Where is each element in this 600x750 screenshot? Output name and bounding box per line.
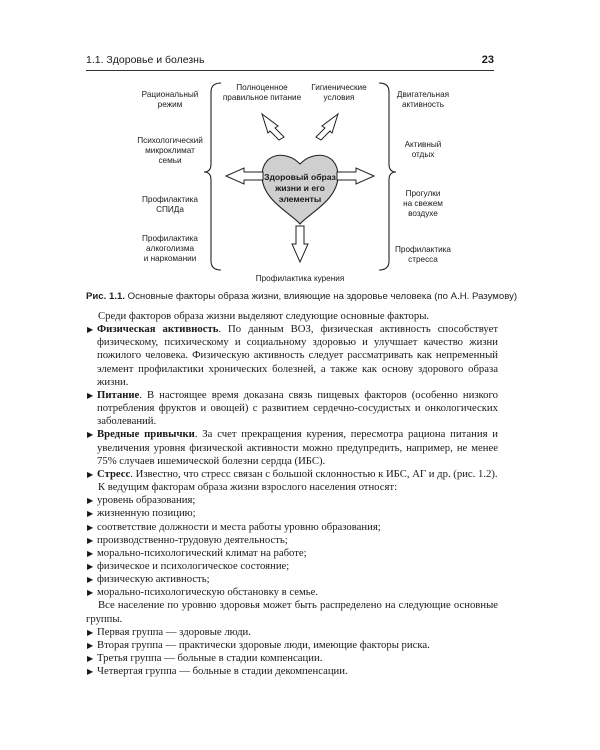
factor-term: Питание — [97, 388, 140, 401]
list-item — [86, 521, 498, 534]
left-item-aids-2: СПИДа — [156, 205, 184, 214]
list-item-text: морально-психологическую обстановку в семье. — [97, 586, 319, 599]
arrow-down — [292, 226, 308, 262]
list-item — [86, 547, 498, 560]
triangle-bullet-icon: ▶ — [87, 588, 94, 598]
list-item-text: соответствие должности и места работы уровню образования; — [97, 520, 381, 533]
left-item-regime-2: режим — [157, 100, 183, 109]
list-item-text: Вторая группа — практически здоровые люди, имеющие факторы риска. — [97, 638, 430, 651]
heart-title-line-2: жизни и его — [275, 183, 325, 193]
arrow-right — [337, 168, 374, 184]
left-item-regime-1: Рациональный — [141, 90, 199, 99]
left-item-family-2: микроклимат — [145, 146, 195, 155]
factor-term: Вредные привычки — [97, 428, 195, 441]
page-number: 23 — [481, 54, 494, 66]
caption-label: Рис. 1.1. — [86, 291, 125, 302]
list-item — [86, 560, 498, 573]
running-section-title: 1.1. Здоровье и болезнь — [86, 54, 205, 66]
list-item-text: Первая группа — здоровые люди. — [97, 625, 251, 638]
right-item-motor-2: активность — [401, 100, 445, 109]
right-item-stress-1: Профилактика — [395, 245, 451, 254]
triangle-bullet-icon: ▶ — [87, 575, 94, 585]
factor-item — [86, 389, 498, 428]
list-item-text: Четвертая группа — больные в стадии декомпенсации. — [97, 665, 348, 678]
arrow-up-left — [262, 114, 284, 140]
list-item-text: морально-психологический климат на работе; — [97, 546, 307, 559]
list-item-text: физическую активность; — [97, 573, 210, 586]
factor-item — [86, 428, 498, 467]
list-item-text: жизненную позицию; — [97, 507, 196, 520]
triangle-bullet-icon: ▶ — [87, 640, 94, 650]
triangle-bullet-icon: ▶ — [87, 667, 94, 677]
left-item-family-1: Психологический — [137, 136, 203, 145]
right-item-motor-1: Двигательная — [396, 90, 450, 99]
factor-item — [86, 323, 498, 389]
triangle-bullet-icon: ▶ — [87, 561, 94, 571]
list-item-text: Третья группа — больные в стадии компенсации. — [97, 652, 323, 665]
list-item-text: производственно-трудовую деятельность; — [97, 533, 288, 546]
factors-intro: Среди факторов образа жизни выделяют следующие основные факторы. — [98, 310, 430, 322]
triangle-bullet-icon: ▶ — [87, 535, 94, 545]
heart-title-line-3: элементы — [278, 194, 322, 204]
body-text — [86, 310, 498, 678]
list-item — [86, 573, 498, 586]
right-item-walks-2: на свежем — [403, 199, 443, 208]
lifestyle-diagram — [0, 0, 600, 300]
list-item — [86, 507, 498, 520]
triangle-bullet-icon: ▶ — [87, 469, 94, 479]
right-brace — [379, 83, 396, 270]
triangle-bullet-icon: ▶ — [87, 654, 94, 664]
triangle-bullet-icon: ▶ — [87, 496, 94, 506]
heart-title-line-1: Здоровый образ — [264, 172, 336, 182]
right-item-rest-2: отдых — [411, 150, 435, 159]
left-brace — [204, 83, 221, 270]
list-item-text: физическое и психологическое состояние; — [97, 559, 290, 572]
list-item — [86, 494, 498, 507]
leading-factors-intro: К ведущим факторам образа жизни взрослого населения относят: — [98, 481, 398, 494]
triangle-bullet-icon: ▶ — [87, 548, 94, 558]
factor-term: Физическая активность — [97, 323, 219, 336]
groups-intro: Все население по уровню здоровья может быть распределено на следующие основные группы. — [86, 599, 498, 625]
factor-text: . По данным ВОЗ, физическая активность способствует физическому, психическому и социальному здоровью и улучшает качество жизни пожилого человека. Физическую активность следует рассматривать как непременный элемент профилактики хронических болезней, а также как основу здорового образа жизни. — [97, 323, 499, 388]
list-item — [86, 586, 498, 599]
label-smoking-prevention: Профилактика курения — [255, 274, 345, 283]
list-item — [86, 534, 498, 547]
triangle-bullet-icon: ▶ — [87, 627, 94, 637]
label-hygiene-2: условия — [323, 93, 355, 102]
triangle-bullet-icon: ▶ — [87, 522, 94, 532]
factor-text: . Известно, что стресс связан с большой склонностью к ИБС, АГ и др. (рис. 1.2). — [130, 467, 498, 480]
factor-text: . В настоящее время доказана связь пищевых факторов (особенно низкого потребления фруктов и овощей) с развитием сердечно-сосудистых и онкологических заболеваний. — [97, 388, 498, 428]
right-item-rest-1: Активный — [404, 140, 442, 149]
triangle-bullet-icon: ▶ — [87, 430, 94, 440]
list-item — [86, 626, 498, 639]
arrow-left — [226, 168, 263, 184]
arrow-up-right — [316, 114, 338, 140]
right-item-stress-2: стресса — [408, 255, 438, 264]
factor-item — [86, 468, 498, 481]
factor-term: Стресс — [97, 467, 131, 480]
factor-text: . За счет прекращения курения, пересмотра рациона питания и увеличения уровня физической активности можно предупредить, например, не менее 75% случаев ишемической болезни сердца (ИБС). — [97, 428, 498, 467]
list-item — [86, 652, 498, 665]
figure-caption — [86, 291, 518, 302]
left-item-alcohol-1: Профилактика — [142, 234, 198, 243]
left-item-alcohol-2: алкоголизма — [145, 244, 195, 253]
triangle-bullet-icon: ▶ — [87, 509, 94, 519]
label-hygiene-1: Гигиенические — [311, 83, 367, 92]
list-item — [86, 665, 498, 678]
right-item-walks-1: Прогулки — [405, 189, 441, 198]
list-item — [86, 639, 498, 652]
list-item-text: уровень образования; — [97, 494, 196, 507]
label-nutrition-2: правильное питание — [222, 93, 302, 102]
left-item-alcohol-3: и наркомании — [143, 254, 197, 263]
caption-text: Основные факторы образа жизни, влияющие на здоровье человека (по А.Н. Разумову) — [127, 291, 518, 302]
label-nutrition-1: Полноценное — [236, 83, 288, 92]
right-item-walks-3: воздухе — [408, 209, 438, 218]
triangle-bullet-icon: ▶ — [87, 390, 94, 400]
left-item-aids-1: Профилактика — [142, 195, 198, 204]
triangle-bullet-icon: ▶ — [87, 325, 94, 335]
left-item-family-3: семьи — [158, 156, 182, 165]
